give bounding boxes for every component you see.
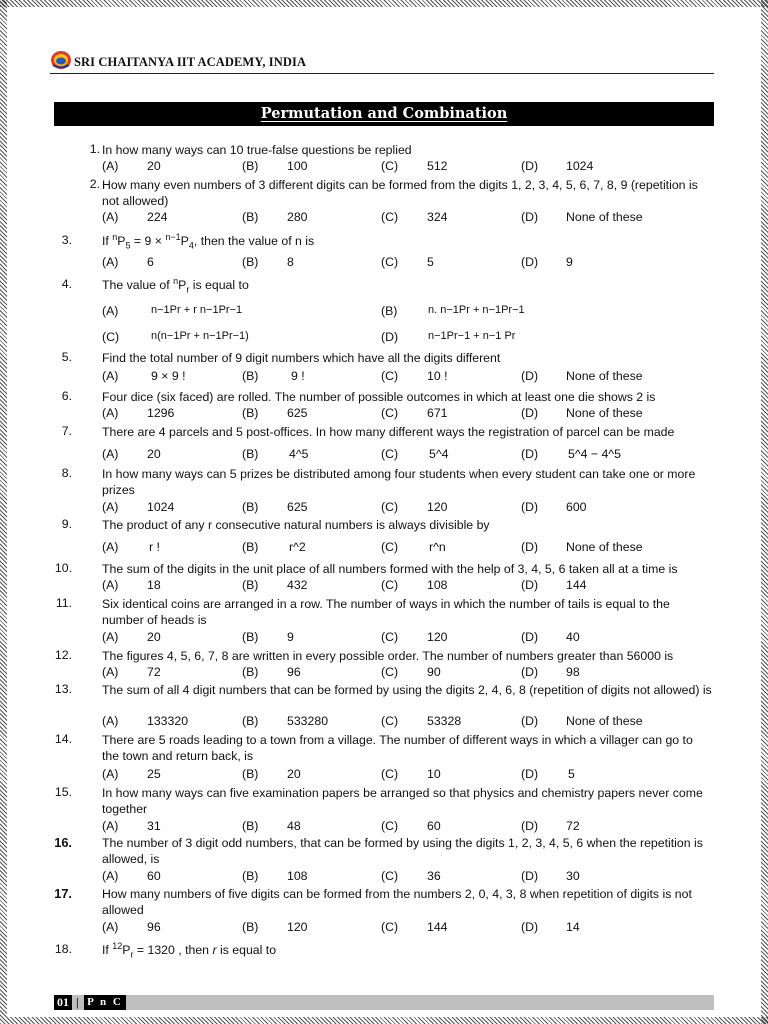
page-number: 01 <box>54 995 72 1010</box>
header <box>50 50 714 74</box>
academy-logo-icon <box>50 50 72 70</box>
page: SRI CHAITANYA IIT ACADEMY, INDIA Permutation and Combination 1. In how many ways can 10 true-false questions be replied (A) 20 (B) 100 (C) 512 (D) 1024 2. How many even numbers of 3 different digits can be formed from the digits 1, 2, 3, 4, 5, 6, 7, 8, 9 (repetition is not allowed) (A) 224 (B) 280 (C) 324 (D) None of these 3. If $^nP_5 = 9 \times ^{n-1}P_4$, then the value of n is (A) 6 (B) 8 (C) 5 (D) 9 4. The value of $^nP_r$ is equal to (A) n−1Pr + r n−1Pr−1 (B) n. n−1Pr + n−1Pr−1 (C) n(n−1Pr + n−1Pr−1) (D) n−1Pr−1 + n−1 Pr 5. Find the total number of 9 digit numbers which have all the digits different (A) 9 × 9 ! (B) 9 ! (C) 10 ! (D) None of these 6. Four dice (six faced) are rolled. The number of possible outcomes in which at least one die shows 2 is (A) 1296 (B) 625 (C) 671 (D) None of these 7. There are 4 parcels and 5 post-offices. In how many different ways the registration of parcel can be made (A) 20 (B) 4^5 (C) 5^4 (D) 5^4 − 4^5 8. In how many ways can 5 prizes be distributed among four students when every student can take one or more prizes (A) 1024 (B) 625 (C) 120 (D) 600 9. The product of any r consecutive natural numbers is always divisible by (A) r ! (B) r^2 (C) r^n (D) None of these 10. The sum of the digits in the unit place of all numbers formed with the help of 3, 4, 5, 6 taken all at a time is (A) 18 (B) 432 (C) 108 (D) 144 11. Six identical coins are arranged in a row. The number of ways in which the number of tails is equal to the number of heads is (A) 20 (B) 9 (C) 120 (D) 40 12. The figures 4, 5, 6, 7, 8 are written in every possible order. The number of numbers greater than 56000 is (A) 72 (B) 96 (C) 90 (D) 98 13. The sum of all 4 digit numbers that can be formed by using the digits 2, 4, 6, 8 (repetition of digits not allowed) is (A) 133320 (B) 533280 (C) 53328 (D) None of these 14. There are 5 roads leading to a town from a village. The number of different ways in which a villager can go to the town and return back, is (A) 25 (B) 20 (C) 10 (D) 5 15. In how many ways can five examination papers be arranged so that physics and chemistry papers never come together (A) 31 (B) 48 (C) 60 (D) 72 16. The number of 3 digit odd numbers, that can be formed by using the digits 1, 2, 3, 4, 5, 6 when the repetition is allowed, is (A) 60 (B) 108 (C) 36 (D) 30 17. How many numbers of five digits can be formed from the numbers 2, 0, 4, 3, 8 when repetition of digits is not allowed (A) 96 (B) 120 (C) 144 (D) 14 18. If $^{12}P_r = 1320$ , then r is equal to 01 | P n C <box>0 0 768 1024</box>
page-title: Permutation and Combination <box>54 102 714 126</box>
subject-tag: P n C <box>84 995 126 1010</box>
institute-name: SRI CHAITANYA IIT ACADEMY, INDIA <box>74 55 307 69</box>
footer-bar <box>54 995 714 1010</box>
footer-separator: | <box>76 995 79 1009</box>
